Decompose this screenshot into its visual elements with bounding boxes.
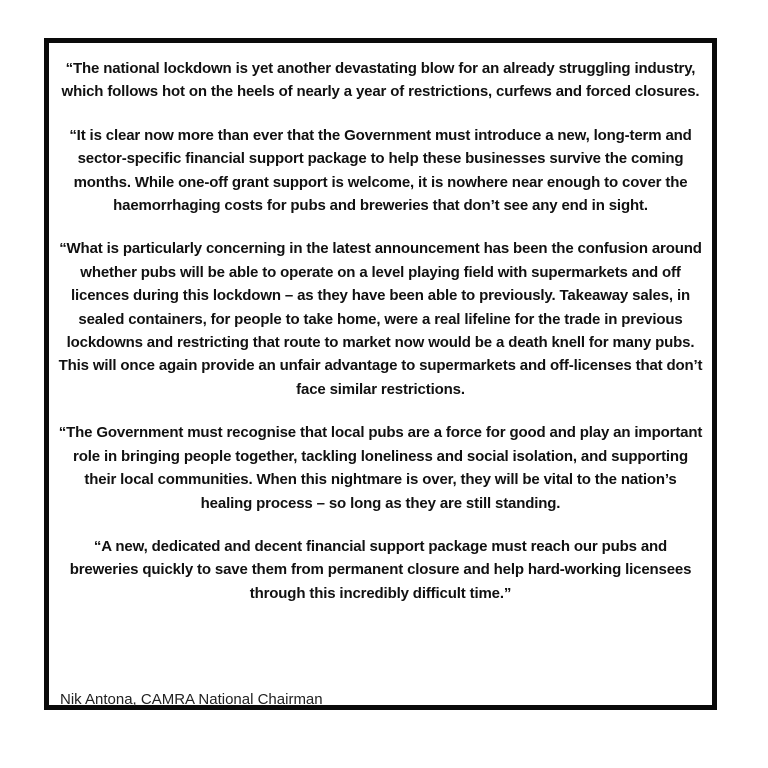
quote-paragraph-1: “The national lockdown is yet another devastating blow for an already struggling industry, which follows hot on the heels of nearly a year of restrictions, curfews and forced closures. (61, 60, 700, 101)
quote-paragraph-2: “It is clear now more than ever that the Government must introduce a new, long-term and sector-specific financial support package to help these businesses survive the coming months. While one-off grant support is welcome, it is nowhere near enough to cover the haemorrhaging costs for pubs and breweries that don’t see any end in sight. (69, 126, 692, 215)
quote-body (58, 57, 703, 625)
quote-paragraph-5: “A new, dedicated and decent financial support package must reach our pubs and breweries quickly to save them from permanent closure and help hard-working licensees through this incredibly difficult time.” (69, 537, 692, 602)
quote-frame (44, 38, 717, 710)
quote-attribution: Nik Antona, CAMRA National Chairman (60, 691, 323, 708)
quote-paragraph-3: “What is particularly concerning in the latest announcement has been the confusion around whether pubs will be able to operate on a level playing field with supermarkets and off licences during this lockdown – as they have been able to previously. Takeaway sales, in sealed containers, for people to take home, were a real lifeline for the trade in previous lockdowns and restricting that route to market now would be a death knell for many pubs. This will once again provide an unfair advantage to supermarkets and off-licenses that don’t face similar restrictions. (58, 240, 703, 398)
quote-paragraph-4: “The Government must recognise that local pubs are a force for good and play an important role in bringing people together, tackling loneliness and social isolation, and supporting their local communities. When this nightmare is over, they will be vital to the nation’s healing process – so long as they are still standing. (58, 424, 703, 512)
